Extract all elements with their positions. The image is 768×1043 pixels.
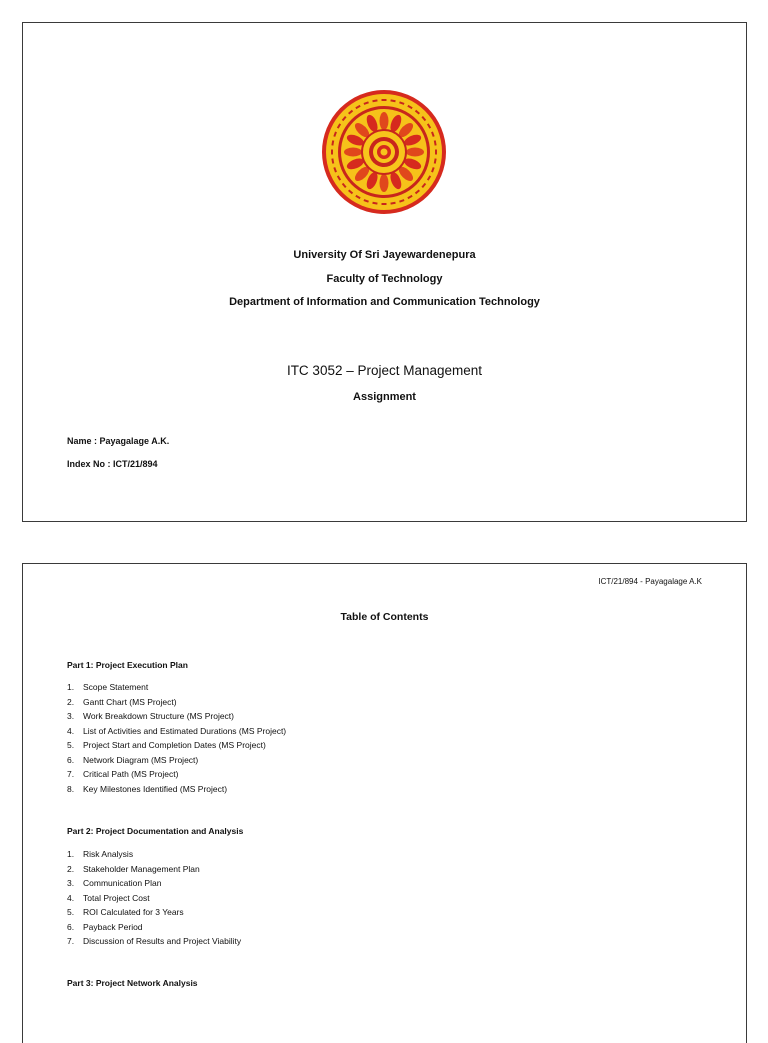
faculty-name: Faculty of Technology xyxy=(326,273,443,285)
toc-item xyxy=(67,934,241,949)
toc-title: Table of Contents xyxy=(340,611,429,623)
toc-item-label: Work Breakdown Structure (MS Project) xyxy=(83,711,234,721)
part-2-heading: Part 2: Project Documentation and Analysis xyxy=(67,826,244,836)
toc-item xyxy=(67,847,241,862)
toc-item xyxy=(67,782,286,797)
cover-page xyxy=(22,22,747,522)
toc-item-number: 7. xyxy=(67,769,75,779)
toc-item-number: 8. xyxy=(67,783,75,794)
toc-item xyxy=(67,738,286,753)
seal-petal xyxy=(380,174,389,192)
toc-item xyxy=(67,905,241,920)
toc-item xyxy=(67,724,286,739)
toc-item xyxy=(67,753,286,768)
toc-item-number: 3. xyxy=(67,711,75,721)
seal-ring-glyph xyxy=(331,150,333,155)
toc-item xyxy=(67,709,286,724)
student-index: Index No : ICT/21/894 xyxy=(67,459,158,469)
part-1-list xyxy=(67,680,286,796)
seal-petal xyxy=(406,148,424,157)
toc-item-number: 1. xyxy=(67,849,75,859)
toc-item-label: Gantt Chart (MS Project) xyxy=(83,696,177,707)
toc-item-label: Total Project Cost xyxy=(83,892,150,903)
toc-item xyxy=(67,680,286,695)
toc-item-label: Discussion of Results and Project Viability xyxy=(83,936,242,946)
toc-item xyxy=(67,767,286,782)
toc-item xyxy=(67,876,241,891)
toc-item-label: Risk Analysis xyxy=(83,849,134,859)
toc-item-number: 1. xyxy=(67,682,75,692)
seal-ring-glyph xyxy=(382,99,387,101)
seal-petal xyxy=(344,148,362,157)
toc-item-number: 2. xyxy=(67,696,75,707)
toc-item-label: Scope Statement xyxy=(83,682,149,692)
toc-item-number: 7. xyxy=(67,936,75,946)
toc-item-number: 2. xyxy=(67,863,75,874)
student-name: Name : Payagalage A.K. xyxy=(67,436,170,446)
seal-petal xyxy=(380,112,389,130)
toc-page xyxy=(22,563,747,1043)
toc-item-number: 5. xyxy=(67,907,75,917)
toc-item-label: Project Start and Completion Dates (MS Project) xyxy=(83,740,266,750)
toc-item-number: 6. xyxy=(67,921,75,932)
toc-item-label: Communication Plan xyxy=(83,878,162,888)
toc-item-label: Key Milestones Identified (MS Project) xyxy=(83,783,228,794)
toc-item xyxy=(67,862,241,877)
university-name: University Of Sri Jayewardenepura xyxy=(293,249,476,261)
seal-emblem xyxy=(321,89,447,215)
toc-item xyxy=(67,695,286,710)
toc-item-number: 4. xyxy=(67,892,75,903)
toc-item xyxy=(67,891,241,906)
toc-item-label: Network Diagram (MS Project) xyxy=(83,754,199,765)
toc-item-number: 3. xyxy=(67,878,75,888)
toc-item-label: ROI Calculated for 3 Years xyxy=(83,907,184,917)
university-seal-logo xyxy=(321,89,447,215)
course-title: ITC 3052 – Project Management xyxy=(286,363,483,378)
toc-item-number: 5. xyxy=(67,740,75,750)
document-type: Assignment xyxy=(353,391,416,403)
toc-item-number: 6. xyxy=(67,754,75,765)
part-1-heading: Part 1: Project Execution Plan xyxy=(67,660,188,670)
part-3-heading: Part 3: Project Network Analysis xyxy=(67,978,198,988)
seal-ring-glyph xyxy=(382,203,387,205)
toc-item-label: Payback Period xyxy=(83,921,143,932)
seal-ring-glyph xyxy=(435,150,437,155)
toc-item-label: Stakeholder Management Plan xyxy=(83,863,200,874)
toc-item-label: List of Activities and Estimated Durations (MS Project) xyxy=(83,725,287,736)
department-name: Department of Information and Communication Technology xyxy=(229,296,540,308)
toc-item xyxy=(67,920,241,935)
toc-item-number: 4. xyxy=(67,725,75,736)
toc-item-label: Critical Path (MS Project) xyxy=(83,769,179,779)
page-header: ICT/21/894 - Payagalage A.K xyxy=(598,577,702,586)
part-2-list xyxy=(67,847,241,949)
